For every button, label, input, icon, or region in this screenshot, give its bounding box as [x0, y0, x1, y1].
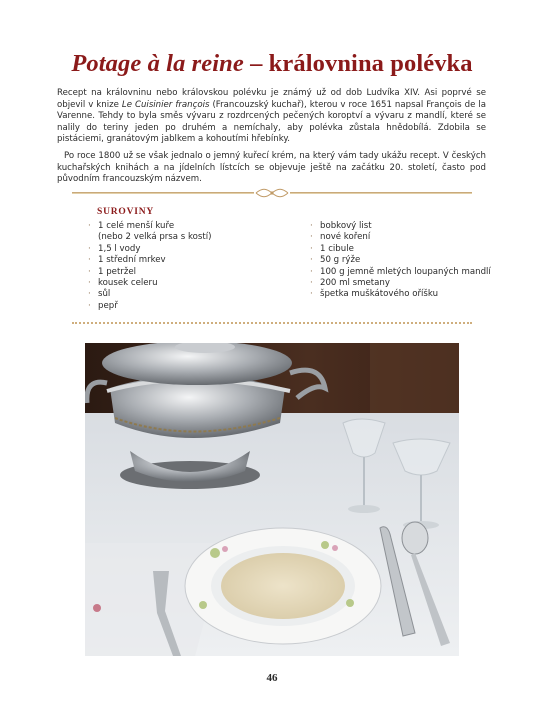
ingredient-text: 200 ml smetany [320, 278, 390, 289]
ornament-dotted-line [72, 322, 472, 324]
intro-paragraph-2: Po roce 1800 už se však jednalo o jemný kuřecí krém, na který vám tady ukážu recept. V českých kuchařských knihách a na jídelních lístcích se objevuje ještě na začátku 20. století, často pod původním francouzským názvem. [57, 151, 486, 185]
ingredient-item [310, 255, 500, 266]
bullet-icon: · [310, 266, 313, 277]
bullet-icon: · [88, 266, 91, 277]
bullet-icon: · [88, 255, 91, 266]
ingredient-text: 1 petržel [98, 266, 137, 277]
ingredient-text: 100 g jemně mletých loupaných mandlí [320, 266, 491, 277]
photo-illustration [85, 343, 459, 656]
ingredient-item [310, 244, 500, 255]
ingredient-text: sůl [98, 289, 111, 300]
intro-paragraph-1 [57, 88, 486, 146]
ingredient-item [310, 267, 500, 278]
ingredient-text: pepř [98, 300, 118, 311]
ingredient-text: kousek celeru [98, 278, 158, 289]
title-italic: Potage à la reine [71, 50, 244, 77]
bullet-icon: · [88, 243, 91, 254]
ornament-divider-bottom [72, 317, 472, 329]
flourish-icon [254, 187, 290, 199]
bullet-icon: · [88, 289, 91, 300]
ingredient-item [88, 301, 298, 312]
intro-p1-before: Recept na královninu nebo královskou polévku je známý už od dob Ludvíka XIV. Asi poprvé se objevil v knize [57, 88, 486, 110]
bullet-icon: · [310, 232, 313, 243]
ingredient-item [310, 232, 500, 243]
ingredient-text: 1 střední mrkev [98, 255, 166, 266]
bullet-icon: · [88, 300, 91, 311]
ingredient-text: 1,5 l vody [98, 243, 141, 254]
bullet-icon: · [88, 278, 91, 289]
ingredient-item [88, 267, 298, 278]
ingredient-text: bobkový list [320, 221, 372, 231]
bullet-icon: · [310, 278, 313, 289]
title-rest: – královnina polévka [243, 50, 473, 77]
ingredient-item [310, 221, 500, 232]
ingredient-item [88, 255, 298, 266]
ingredient-text: 1 celé menší kuře [98, 221, 175, 231]
page-number: 46 [266, 672, 278, 684]
ingredient-item [88, 244, 298, 255]
ingredient-text: špetka muškátového oříšku [320, 289, 439, 300]
ingredients-heading: SUROVINY [97, 207, 155, 217]
ingredient-text: 1 cibule [320, 243, 354, 254]
soup-tureen-photo [85, 343, 459, 656]
ingredient-item [88, 232, 298, 243]
intro-p1-after: (Francouzský kuchař), kterou v roce 1651 napsal François de la Varenne. Tehdy to byla směs vývaru z rozdrcených pečených koroptví a vývaru z mandlí, které se nalily do teriny jeden po druhém a nemíchaly, aby polévka zůstala hnědobílá. Zdobila se pistáciemi, granátovým jablkem a kohoutími hřebínky. [57, 99, 487, 145]
ingredient-text: (nebo 2 velká prsa s kostí) [98, 232, 212, 243]
ingredient-item [310, 278, 500, 289]
ingredient-item [88, 278, 298, 289]
ingredient-item [88, 221, 298, 232]
ornament-divider-top [72, 187, 472, 199]
page-title [0, 50, 544, 78]
ingredient-item [88, 289, 298, 300]
ingredients-list-right [310, 221, 500, 301]
bullet-icon: · [310, 243, 313, 254]
ingredient-item [310, 289, 500, 300]
ornament-line [290, 192, 472, 194]
ingredient-text: nové koření [320, 232, 371, 243]
bullet-icon: · [310, 221, 313, 231]
bullet-icon: · [310, 255, 313, 266]
bullet-icon: · [88, 221, 91, 231]
ingredient-text: 50 g rýže [320, 255, 361, 266]
ornament-line [72, 192, 254, 194]
intro-book-title: Le Cuisinier françois [121, 99, 210, 110]
bullet-icon: · [310, 289, 313, 300]
ingredients-list-left [88, 221, 298, 312]
